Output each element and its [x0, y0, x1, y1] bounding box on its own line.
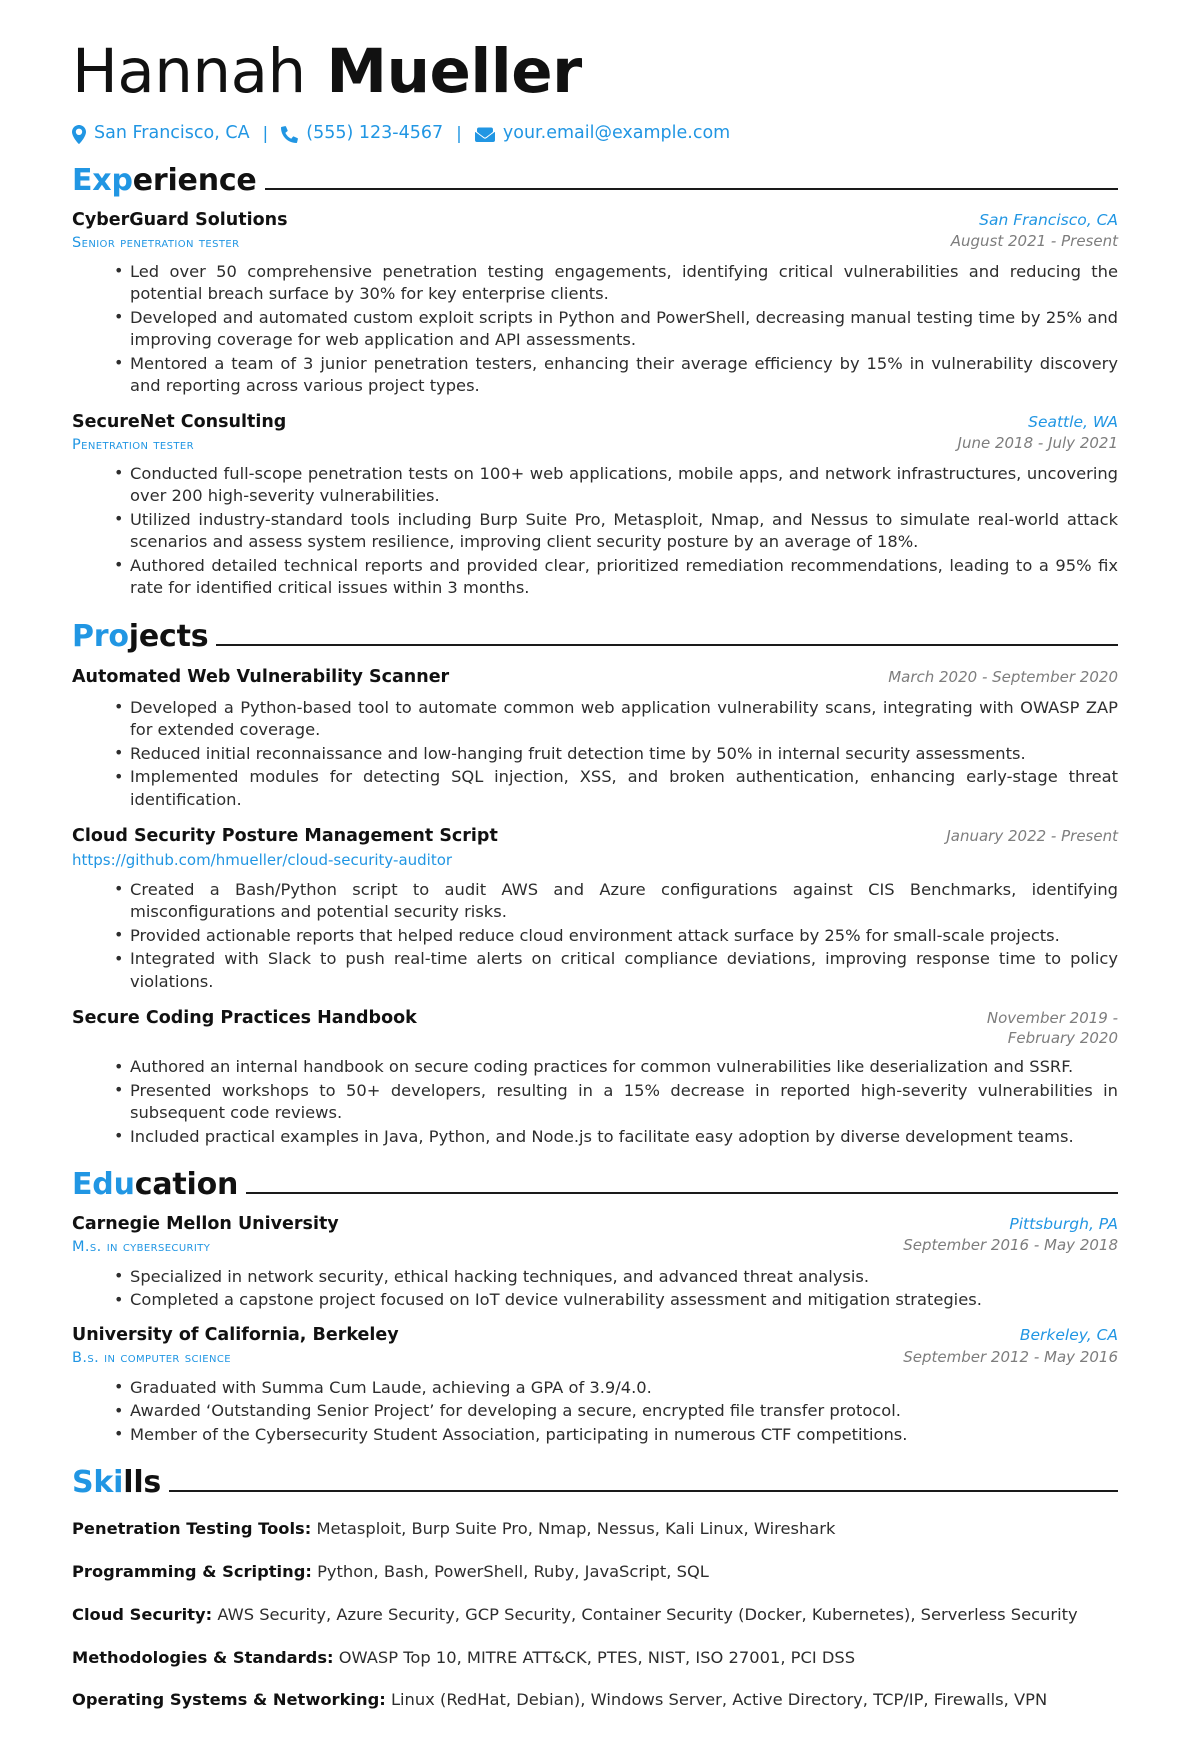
skill-row — [72, 1561, 1118, 1584]
candidate-name — [72, 36, 1118, 107]
bullet-item: • Provided actionable reports that helped reduce cloud environment attack surface by 25% for small-scale projects. — [114, 925, 1118, 947]
bullet-item: • Developed a Python-based tool to automate common web application vulnerability scans, integrating with OWASP ZAP for extended coverage. — [114, 697, 1118, 742]
bullet-item: • Developed and automated custom exploit scripts in Python and PowerShell, decreasing manual testing time by 25% and improving coverage for web application and API assessments. — [114, 307, 1118, 352]
education-entry — [72, 1325, 1118, 1446]
bullet-item: • Created a Bash/Python script to audit AWS and Azure configurations against CIS Benchmarks, identifying misconfigurations and potential security risks. — [114, 879, 1118, 924]
project-name: Secure Coding Practices Handbook — [72, 1008, 417, 1029]
skill-category: Programming & Scripting: — [72, 1561, 312, 1581]
section-rule — [216, 644, 1118, 646]
education-bullets — [72, 1266, 1118, 1312]
section-title-highlight: Edu — [72, 1167, 135, 1203]
experience-entry — [72, 412, 1118, 600]
job-title: Penetration tester — [72, 436, 194, 453]
project-entry — [72, 825, 1118, 993]
skill-category: Methodologies & Standards: — [72, 1647, 334, 1667]
bullet-item: • Reduced initial reconnaissance and low-hanging fruit detection time by 50% in internal security assessments. — [114, 743, 1118, 765]
bullet-item: • Presented workshops to 50+ developers, resulting in a 15% decrease in reported high-severity vulnerabilities in subsequent code reviews. — [114, 1080, 1118, 1125]
bullet-item: • Led over 50 comprehensive penetration testing engagements, identifying critical vulnerabilities and reducing the potential breach surface by 30% for key enterprise clients. — [114, 261, 1118, 306]
section-title-experience — [72, 162, 257, 198]
job-location: Seattle, WA — [1028, 412, 1118, 431]
section-title-rest: erience — [132, 162, 257, 198]
experience-bullets — [72, 261, 1118, 398]
bullet-item: • Authored an internal handbook on secure coding practices for common vulnerabilities like deserialization and SSRF. — [114, 1056, 1118, 1078]
skill-category: Cloud Security: — [72, 1604, 213, 1624]
contact-location[interactable] — [72, 125, 250, 144]
contact-location-text: San Francisco, CA — [94, 123, 250, 144]
section-rule — [265, 188, 1118, 190]
section-title-highlight: Exp — [72, 162, 133, 198]
education-bullets — [72, 1377, 1118, 1446]
envelope-icon — [475, 127, 495, 142]
bullet-item: • Awarded ‘Outstanding Senior Project’ for developing a secure, encrypted file transfer protocol. — [114, 1400, 1118, 1422]
bullet-item: • Mentored a team of 3 junior penetration testers, enhancing their average efficiency by 15% in vulnerability discovery and reporting across various project types. — [114, 353, 1118, 398]
skill-category: Operating Systems & Networking: — [72, 1690, 386, 1710]
employer-name: CyberGuard Solutions — [72, 209, 288, 230]
experience-entry — [72, 210, 1118, 398]
project-dates: November 2019 - February 2020 — [986, 1009, 1118, 1047]
section-header-projects — [72, 618, 1118, 654]
section-title-rest: jects — [128, 618, 209, 654]
bullet-item: • Integrated with Slack to push real-time alerts on critical compliance deviations, improving response time to policy violations. — [114, 948, 1118, 993]
school-name: Carnegie Mellon University — [72, 1214, 339, 1235]
education-entry — [72, 1214, 1118, 1311]
section-title-education — [72, 1167, 239, 1203]
section-header-experience — [72, 162, 1118, 198]
bullet-item: • Conducted full-scope penetration tests on 100+ web applications, mobile apps, and network infrastructures, uncovering over 200 high-severity vulnerabilities. — [114, 463, 1118, 508]
experience-bullets — [72, 463, 1118, 600]
skill-category: Penetration Testing Tools: — [72, 1519, 312, 1539]
school-dates: September 2012 - May 2016 — [903, 1347, 1118, 1366]
section-rule — [246, 1192, 1118, 1194]
skill-row — [72, 1689, 1118, 1712]
school-location: Pittsburgh, PA — [1009, 1215, 1118, 1234]
section-title-rest: cation — [134, 1167, 239, 1203]
school-location: Berkeley, CA — [1019, 1326, 1118, 1345]
skill-value: Metasploit, Burp Suite Pro, Nmap, Nessus, Kali Linux, Wireshark — [316, 1519, 836, 1539]
project-dates: March 2020 - September 2020 — [888, 667, 1118, 686]
section-title-projects — [72, 618, 209, 654]
bullet-item: • Completed a capstone project focused on IoT device vulnerability assessment and mitigation strategies. — [114, 1289, 1118, 1311]
school-name: University of California, Berkeley — [72, 1325, 399, 1346]
project-name: Automated Web Vulnerability Scanner — [72, 666, 450, 687]
degree-title: M.s. in cybersecurity — [72, 1239, 211, 1256]
contact-email-text: your.email@example.com — [502, 123, 731, 144]
section-title-highlight: Ski — [72, 1465, 124, 1501]
employer-name: SecureNet Consulting — [72, 411, 287, 432]
project-dates: January 2022 - Present — [946, 827, 1118, 846]
skill-value: OWASP Top 10, MITRE ATT&CK, PTES, NIST, ISO 27001, PCI DSS — [338, 1647, 856, 1667]
degree-title: B.s. in computer science — [72, 1350, 231, 1367]
bullet-item: • Member of the Cybersecurity Student Association, participating in numerous CTF competitions. — [114, 1424, 1118, 1446]
bullet-item: • Utilized industry-standard tools including Burp Suite Pro, Metasploit, Nmap, and Nessus to simulate real-world attack scenarios and assess system resilience, improving client security posture by an average of 18%. — [114, 509, 1118, 554]
project-bullets — [72, 879, 1118, 993]
contact-row — [72, 125, 1118, 144]
section-header-education — [72, 1167, 1118, 1203]
skill-row — [72, 1518, 1118, 1541]
skill-row — [72, 1647, 1118, 1670]
section-title-rest: lls — [123, 1465, 162, 1501]
skill-value: Python, Bash, PowerShell, Ruby, JavaScript, SQL — [317, 1561, 709, 1581]
skill-value: Linux (RedHat, Debian), Windows Server, Active Directory, TCP/IP, Firewalls, VPN — [390, 1690, 1048, 1710]
contact-separator-2: | — [456, 123, 462, 144]
section-title-skills — [72, 1465, 162, 1501]
project-bullets — [72, 1056, 1118, 1148]
job-dates: June 2018 - July 2021 — [957, 433, 1118, 452]
resume-header — [72, 36, 1118, 144]
bullet-item: • Specialized in network security, ethical hacking techniques, and advanced threat analysis. — [114, 1266, 1118, 1288]
contact-separator-1: | — [262, 123, 269, 144]
first-name: Hannah — [72, 36, 306, 107]
job-location: San Francisco, CA — [979, 210, 1118, 229]
section-experience — [72, 162, 1118, 600]
last-name: Mueller — [326, 36, 582, 107]
bullet-item: • Implemented modules for detecting SQL injection, XSS, and broken authentication, enhancing early-stage threat identification. — [114, 766, 1118, 811]
section-education — [72, 1167, 1118, 1446]
section-rule — [169, 1490, 1118, 1492]
location-pin-icon — [72, 125, 86, 144]
job-dates: August 2021 - Present — [950, 231, 1118, 250]
project-url-link[interactable]: https://github.com/hmueller/cloud-security-auditor — [72, 850, 453, 869]
bullet-item: • Authored detailed technical reports and provided clear, prioritized remediation recommendations, leading to a 95% fix rate for identified critical issues within 3 months. — [114, 555, 1118, 600]
contact-phone[interactable] — [281, 125, 443, 143]
skill-value: AWS Security, Azure Security, GCP Security, Container Security (Docker, Kubernetes), Serverless Security — [217, 1604, 1078, 1624]
section-title-highlight: Pro — [72, 618, 129, 654]
project-name: Cloud Security Posture Management Script — [72, 826, 498, 847]
bullet-item: • Included practical examples in Java, Python, and Node.js to facilitate easy adoption by diverse development teams. — [114, 1126, 1118, 1148]
bullet-item: • Graduated with Summa Cum Laude, achieving a GPA of 3.9/4.0. — [114, 1377, 1118, 1399]
project-entry — [72, 1007, 1118, 1148]
project-bullets — [72, 697, 1118, 811]
school-dates: September 2016 - May 2018 — [903, 1236, 1118, 1255]
job-title: Senior penetration tester — [72, 234, 240, 251]
section-skills — [72, 1465, 1118, 1712]
contact-email[interactable] — [475, 125, 730, 143]
project-entry — [72, 666, 1118, 811]
section-header-skills — [72, 1465, 1118, 1501]
contact-phone-text: (555) 123-4567 — [306, 123, 444, 144]
skill-row — [72, 1604, 1118, 1627]
phone-icon — [281, 126, 298, 143]
section-projects — [72, 618, 1118, 1149]
